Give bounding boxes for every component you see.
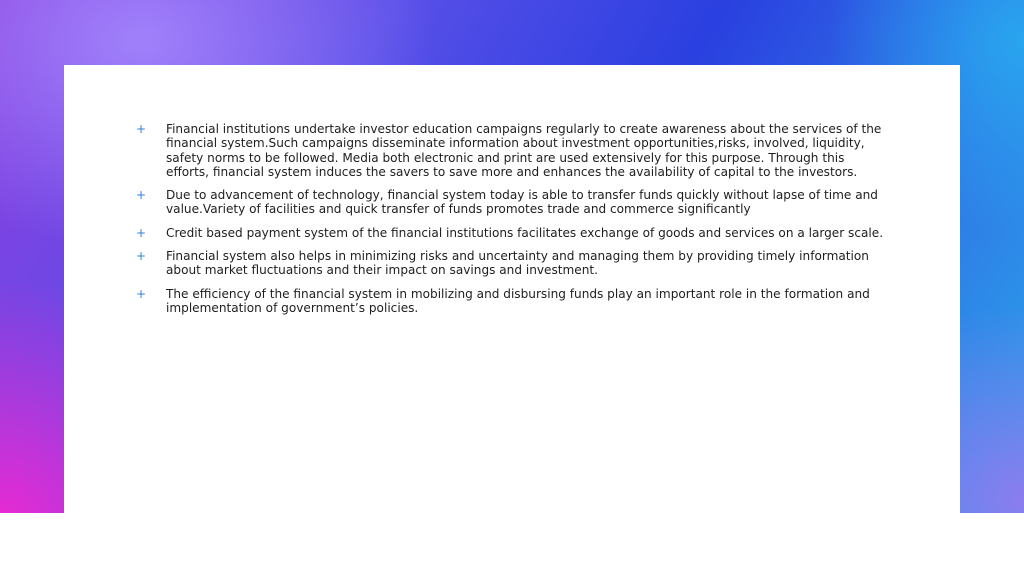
plus-icon: +: [136, 225, 147, 240]
bullet-text: Credit based payment system of the financial institutions facilitates exchange of goods and services on a larger scale.: [166, 225, 884, 240]
bullet-item: [136, 188, 888, 217]
bullet-text: Due to advancement of technology, financial system today is able to transfer funds quickly without lapse of time and value.Variety of facilities and quick transfer of funds promotes trade and commerce significantly: [166, 188, 878, 217]
plus-icon: +: [136, 286, 147, 301]
bullet-text: Financial system also helps in minimizing risks and uncertainty and managing them by providing timely information about market fluctuations and their impact on savings and investment.: [166, 249, 869, 278]
plus-icon: +: [136, 122, 147, 136]
bullet-item: [136, 122, 888, 179]
bullet-item: [136, 287, 888, 316]
content-card: [64, 65, 960, 513]
plus-icon: +: [136, 188, 147, 203]
bullet-item: [136, 249, 888, 278]
bullet-text: The efficiency of the financial system in mobilizing and disbursing funds play an important role in the formation and implementation of government’s policies.: [166, 286, 870, 315]
bullet-list: [136, 122, 888, 324]
plus-icon: +: [136, 249, 147, 264]
bullet-item: [136, 226, 888, 240]
bullet-text: Financial institutions undertake investor education campaigns regularly to create awareness about the services of the financial system.Such campaigns disseminate information about investment opportunities,risks, involved, liquidity, safety norms to be followed. Media both electronic and print are used extensively for this purpose. Through this efforts, financial system induces the savers to save more and enhances the availability of capital to the investors.: [166, 122, 882, 179]
